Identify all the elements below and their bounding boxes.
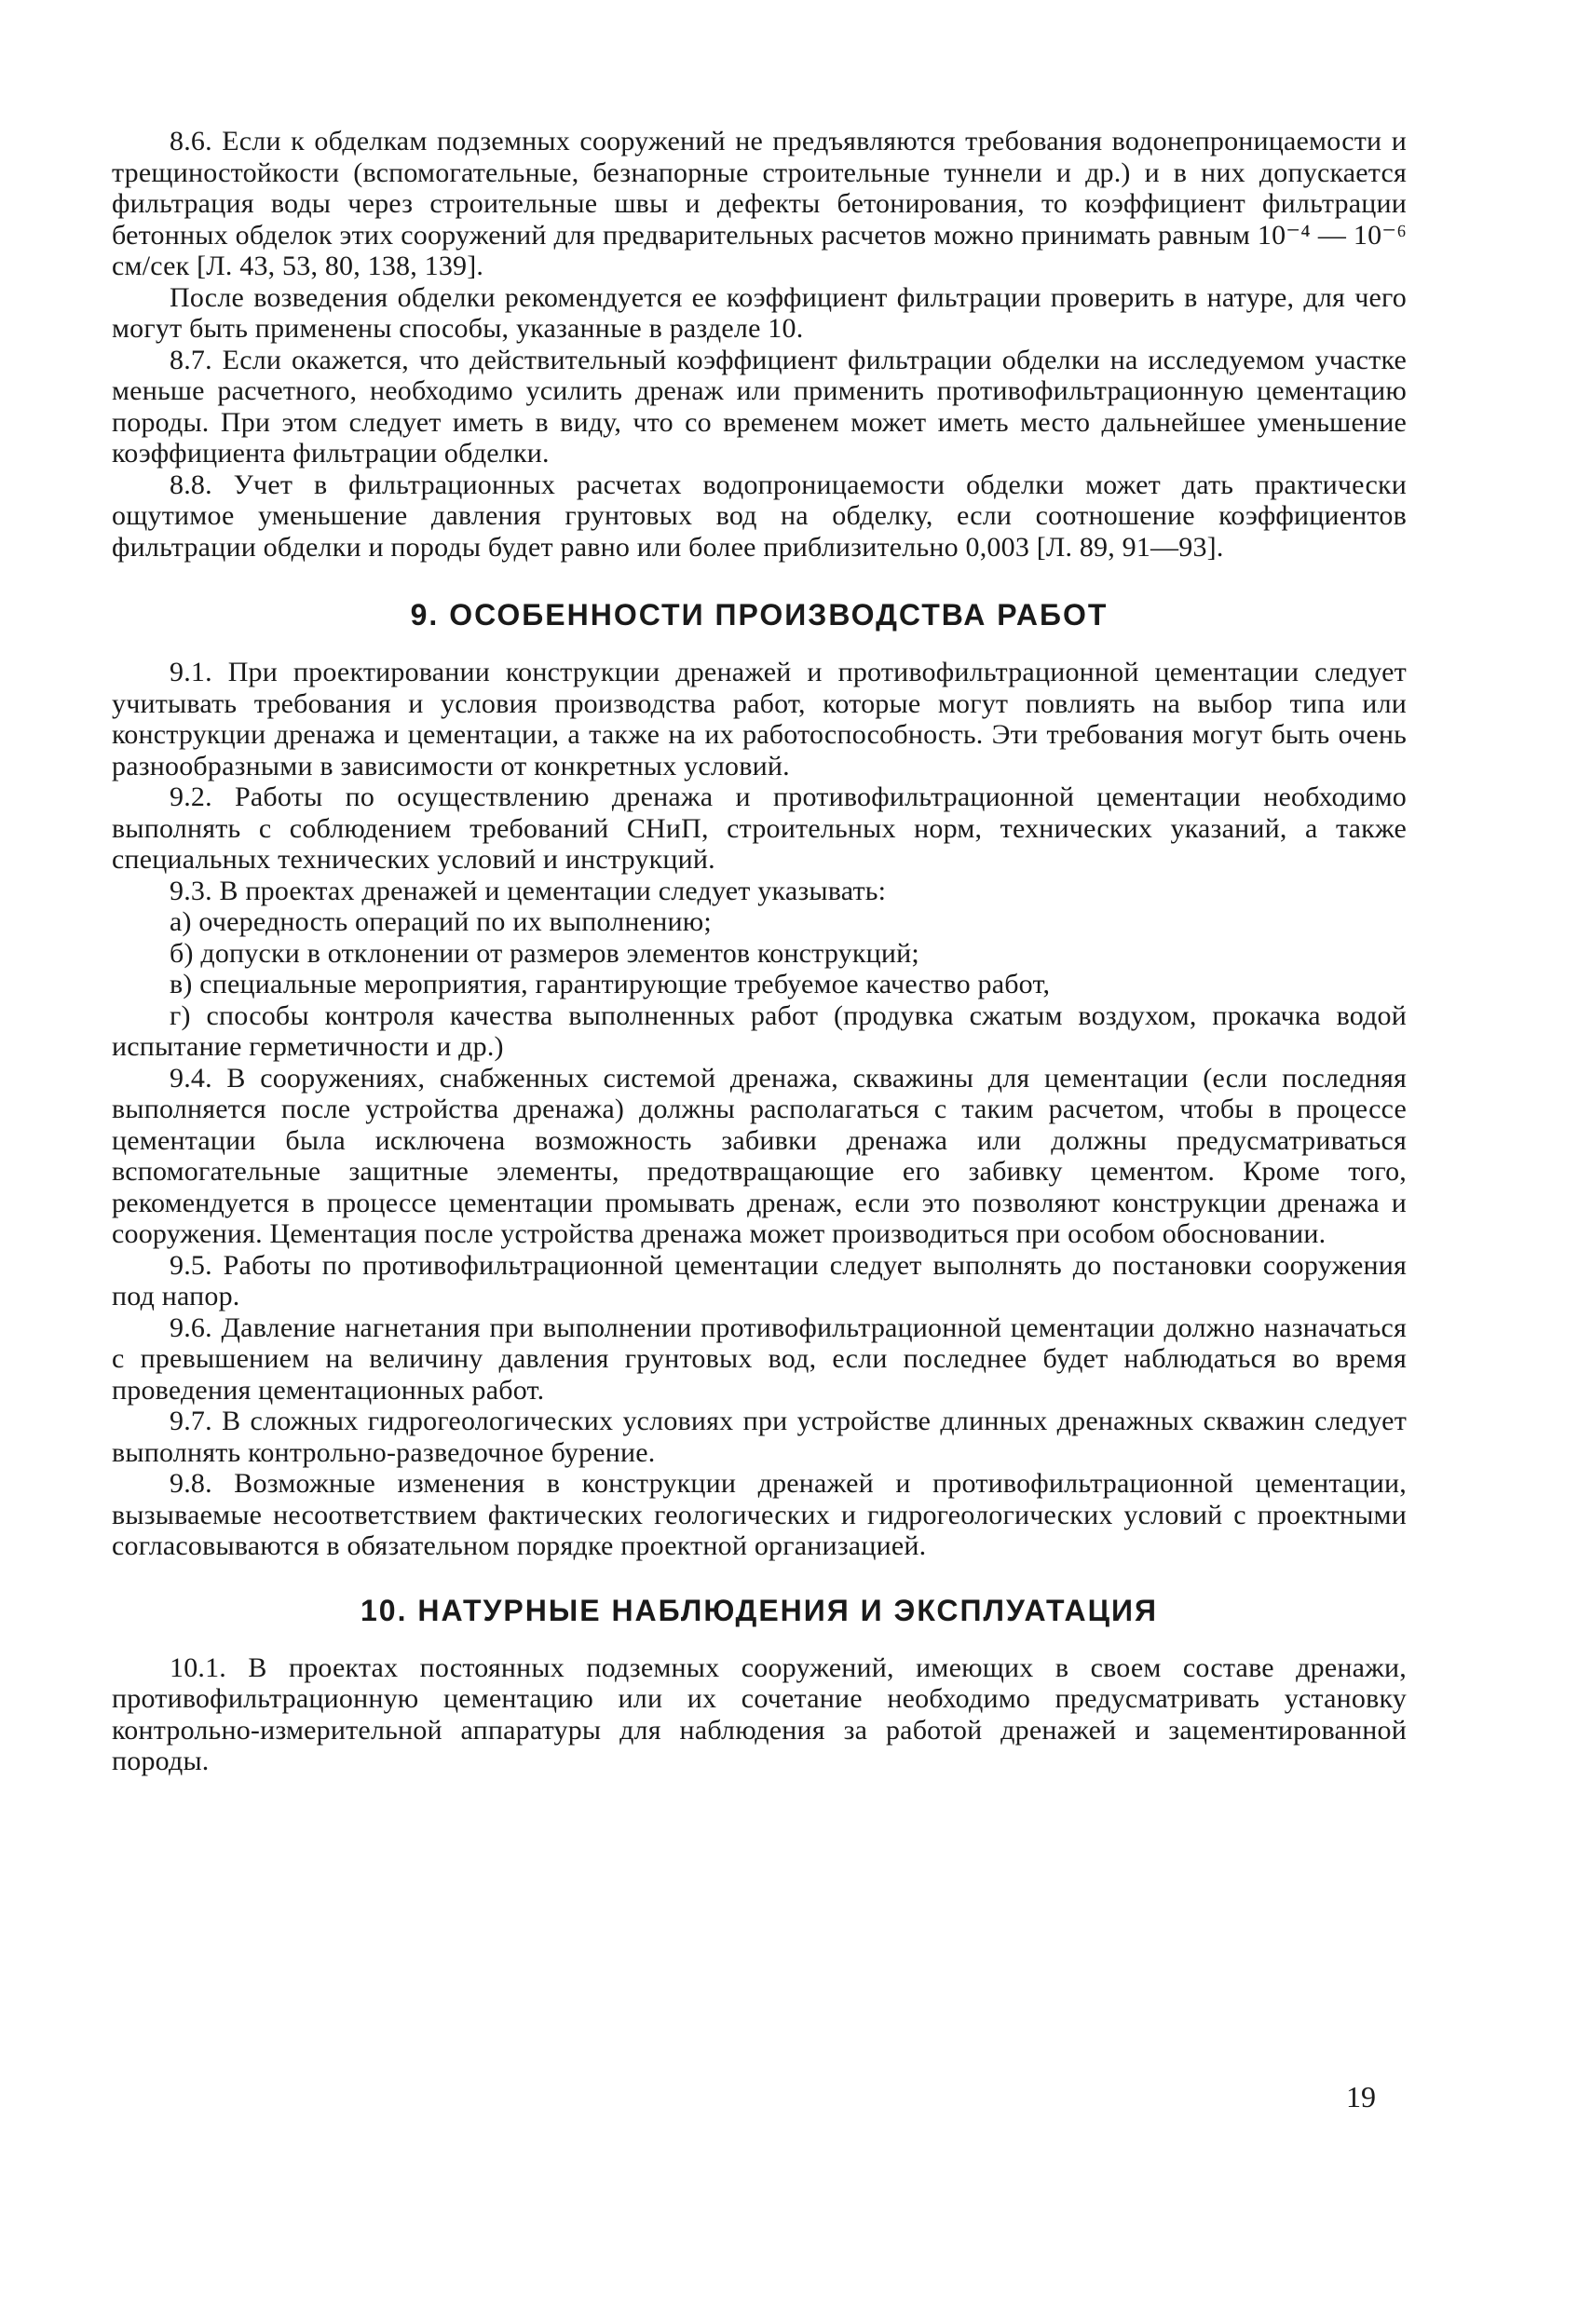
- paragraph-9-3: 9.3. В проектах дренажей и цементации следует указывать:: [170, 875, 887, 906]
- document-page: [112, 126, 1407, 2231]
- list-item-9-3-d: г) способы контроля качества выполненных работ (продувка сжатым воздухом, прокачка водой испытание герметичности и др.): [112, 999, 1407, 1062]
- paragraph-9-6: 9.6. Давление нагнетания при выполнении противофильтрационной цементации должно назначаться с превышением на величину давления грунтовых вод, если последнее будет наблюдаться во время проведения цементационных работ.: [112, 1311, 1407, 1406]
- list-item-9-3-b: б) допуски в отклонении от размеров элементов конструкций;: [170, 937, 919, 969]
- section-10-heading: 10. НАТУРНЫЕ НАБЛЮДЕНИЯ И ЭКСПЛУАТАЦИЯ: [360, 1593, 1159, 1627]
- paragraph-9-7: 9.7. В сложных гидрогеологических условиях при устройстве длинных дренажных скважин следует выполнять контрольно-разведочное бурение.: [112, 1406, 1407, 1468]
- paragraph-9-2: 9.2. Работы по осуществлению дренажа и противофильтрационной цементации необходимо выполнять с соблюдением требований СНиП, строительных норм, технических указаний, а также специальных технических условий и инструкций.: [112, 781, 1407, 875]
- list-item-9-3-c: в) специальные мероприятия, гарантирующие требуемое качество работ,: [170, 969, 1051, 999]
- paragraph-9-8: 9.8. Возможные изменения в конструкции дренажей и противофильтрационной цементации, вызываемые несоответствием фактических геологических и гидрогеологических условий с проектными согласовываются в обязательном порядке проектной организацией.: [112, 1468, 1407, 1561]
- list-item-9-3-a: а) очередность операций по их выполнению;: [170, 906, 712, 937]
- paragraph-8-6-continued: После возведения обделки рекомендуется ее коэффициент фильтрации проверить в натуре, для чего могут быть применены способы, указанные в разделе 10.: [112, 281, 1407, 344]
- paragraph-8-7: 8.7. Если окажется, что действительный коэффициент фильтрации обделки на исследуемом участке меньше расчетного, необходимо усилить дренаж или применить противофильтрационную цементацию породы. При этом следует иметь в виду, что со временем может иметь место дальнейшее уменьшение коэффициента фильтрации обделки.: [112, 344, 1407, 469]
- section-9-heading: 9. ОСОБЕННОСТИ ПРОИЗВОДСТВА РАБОТ: [410, 598, 1109, 632]
- paragraph-9-1: 9.1. При проектировании конструкции дренажей и противофильтрационной цементации следует учитывать требования и условия производства работ, которые могут повлиять на выбор типа или конструкции дренажа и цементации, а также на их работоспособность. Эти требования могут быть очень разнообразными в зависимости от конкретных условий.: [112, 657, 1407, 781]
- paragraph-8-8: 8.8. Учет в фильтрационных расчетах водопроницаемости обделки может дать практически ощутимое уменьшение давления грунтовых вод на обделку, если соотношение коэффициентов фильтрации обделки и породы будет равно или более приблизительно 0,003 [Л. 89, 91—93].: [112, 469, 1407, 563]
- paragraph-8-6: 8.6. Если к обделкам подземных сооружений не предъявляются требования водонепроницаемости и трещиностойкости (вспомогательные, безнапорные строительные туннели и др.) и в них допускается фильтрация воды через строительные швы и дефекты бетонирования, то коэффициент фильтрации бетонных обделок этих сооружений для предварительных расчетов можно принимать равным 10⁻⁴ — 10⁻⁶ см/сек [Л. 43, 53, 80, 138, 139].: [112, 126, 1407, 281]
- page-number: 19: [1346, 2080, 1376, 2113]
- paragraph-9-5: 9.5. Работы по противофильтрационной цементации следует выполнять до постановки сооружения под напор.: [112, 1249, 1407, 1311]
- paragraph-9-4: 9.4. В сооружениях, снабженных системой дренажа, скважины для цементации (если последняя выполняется после устройства дренажа) должны располагаться с таким расчетом, чтобы в процессе цементации была исключена возможность забивки дренажа или должны предусматриваться вспомогательные защитные элементы, предотвращающие его забивку цементом. Кроме того, рекомендуется в процессе цементации промывать дренаж, если это позволяют конструкции дренажа и сооружения. Цементация после устройства дренажа может производиться при особом обосновании.: [112, 1062, 1407, 1249]
- paragraph-10-1: 10.1. В проектах постоянных подземных сооружений, имеющих в своем составе дренажи, противофильтрационную цементацию или их сочетание необходимо предусматривать установку контрольно-измерительной аппаратуры для наблюдения за работой дренажей и зацементированной породы.: [112, 1651, 1407, 1776]
